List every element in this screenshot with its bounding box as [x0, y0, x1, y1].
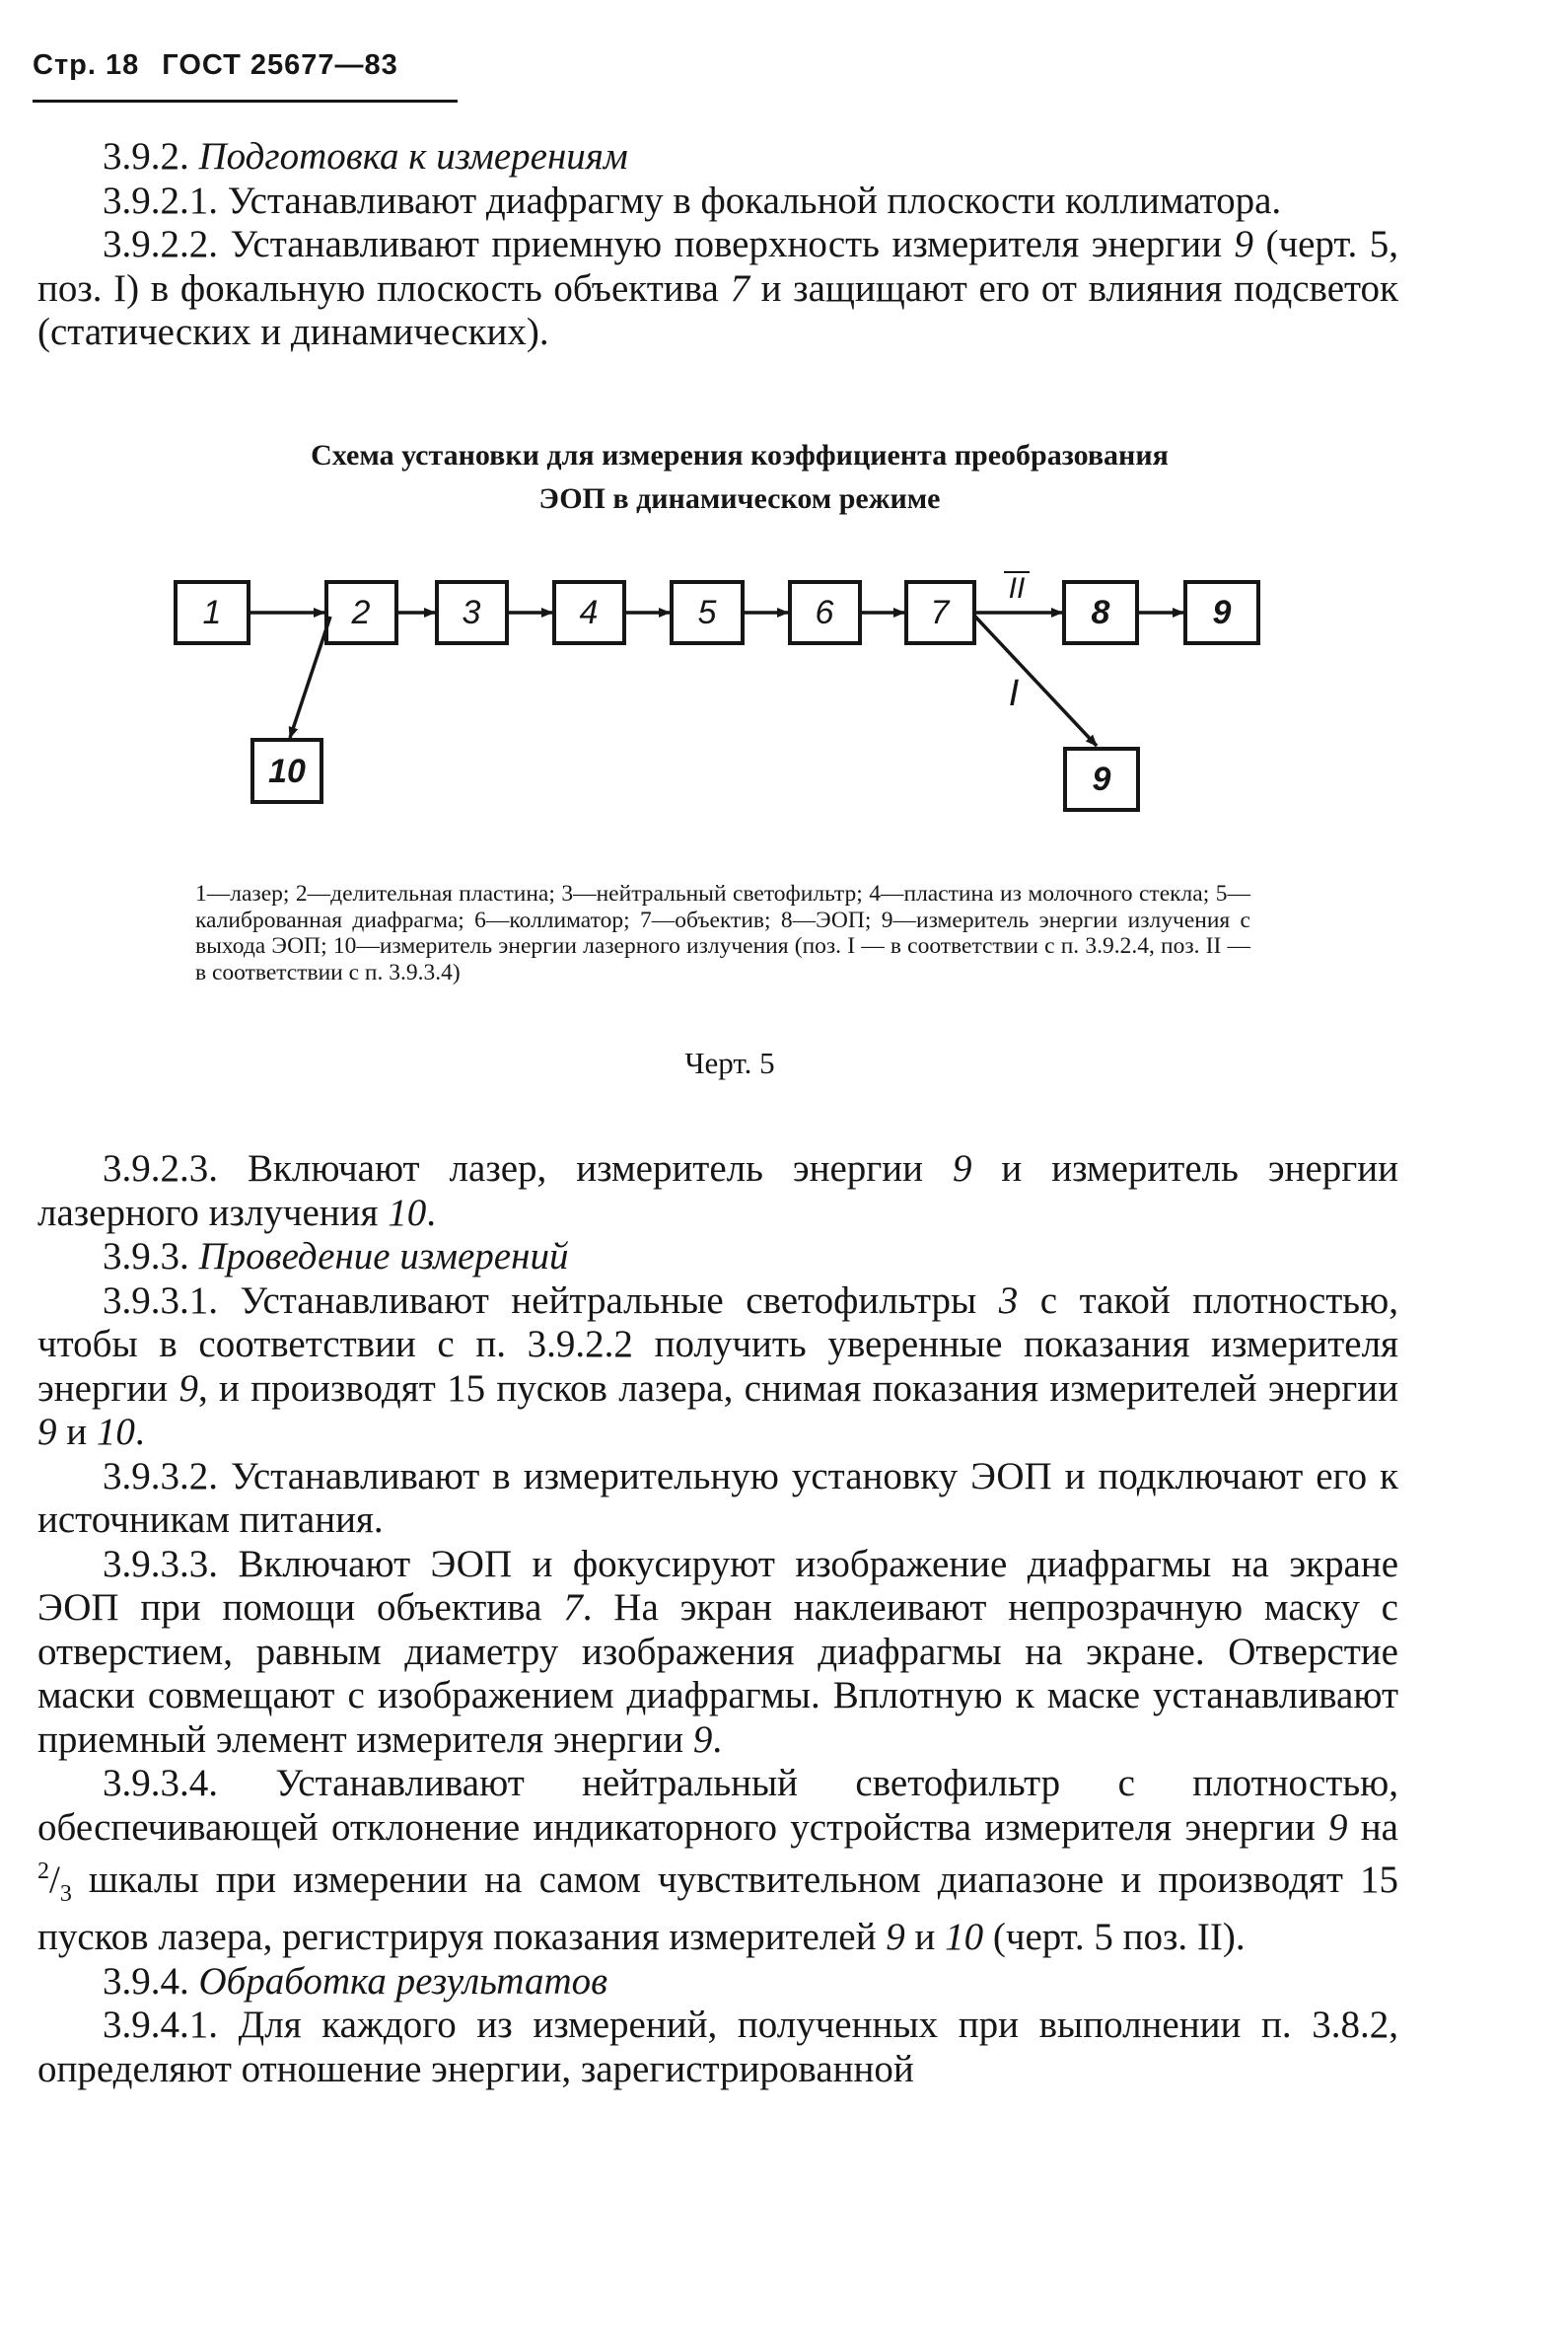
paragraph: 3.9.4.1. Для каждого из измерений, полученных при выполнении п. 3.8.2, определяют отношение энергии, зарегистрированной	[37, 2004, 1398, 2090]
block-label: 9	[1212, 594, 1232, 631]
section-heading: 3.9.4. Обработка результатов	[103, 1959, 608, 2003]
figure-label: Черт. 5	[684, 1046, 775, 1080]
paragraph: 3.9.3.2. Устанавливают в измерительную установку ЭОП и подключают его к источникам питания.	[37, 1454, 1398, 1541]
figure-caption: 1—лазер; 2—делительная пластина; 3—нейтральный светофильтр; 4—пластина из молочного стекла; 5—калиброванная диафрагма; 6—коллиматор; 7—объектив; 8—ЭОП; 9—измеритель энергии излучения с выхода ЭОП; 10—измеритель энергии лазерного излучения (поз. I — в соответствии с п. 3.9.2.4, поз. II — в соответствии с п. 3.9.3.4)	[195, 881, 1250, 985]
page-header	[33, 49, 398, 82]
block-label: 1	[202, 594, 222, 631]
section-meas	[37, 1147, 1398, 2091]
block-label: 7	[930, 594, 950, 631]
block-label: 4	[579, 594, 599, 631]
paragraph: 3.9.2.2. Устанавливают приемную поверхность измерителя энергии 9 (черт. 5, поз. I) в фокальную плоскость объектива 7 и защищают его от влияния подсветок (статических и динамических).	[37, 223, 1398, 353]
section-prep	[37, 135, 1398, 355]
setup-diagram	[168, 562, 1302, 829]
path-label-II: II	[1008, 572, 1026, 605]
block-label: 9	[1092, 761, 1111, 798]
block-label: 6	[815, 594, 834, 631]
page-number: Стр. 18	[33, 49, 140, 81]
block-label: 3	[462, 594, 481, 631]
section-heading: 3.9.2. Подготовка к измерениям	[103, 135, 628, 178]
header-rule	[33, 100, 458, 103]
standard-code: ГОСТ 25677—83	[162, 49, 398, 81]
paragraph: 3.9.3.3. Включают ЭОП и фокусируют изображение диафрагмы на экране ЭОП при помощи объектива 7. На экран наклеивают непрозрачную маску с отверстием, равным диаметру изображения диафрагмы на экране. Отверстие маски совмещают с изображением диафрагмы. Вплотную к маске устанавливают приемный элемент измерителя энергии 9.	[37, 1542, 1398, 1761]
block-label: 10	[268, 753, 306, 790]
paragraph: 3.9.2.1. Устанавливают диафрагму в фокальной плоскости коллиматора.	[103, 179, 1282, 222]
section-heading: 3.9.3. Проведение измерений	[103, 1235, 569, 1277]
paragraph: 3.9.3.1. Устанавливают нейтральные светофильтры 3 с такой плотностью, чтобы в соответствии с п. 3.9.2.2 получить уверенные показания измерителя энергии 9, и производят 15 пусков лазера, снимая показания измерителей энергии 9 и 10.	[37, 1278, 1398, 1453]
block-label: 8	[1091, 594, 1110, 631]
paragraph: 3.9.3.4. Устанавливают нейтральный светофильтр с плотностью, обеспечивающей отклонение индикаторного устройства измерителя энергии 9 на $^2/_3$ шкалы при измерении на самом чувствительном диапазоне и производят 15 пусков лазера, регистрируя показания измерителей 9 и 10 (черт. 5 поз. II).	[37, 1762, 1398, 1959]
paragraph: 3.9.2.3. Включают лазер, измеритель энергии 9 и измеритель энергии лазерного излучения 10.	[37, 1147, 1398, 1234]
path-label-I: I	[1008, 673, 1020, 714]
block-label: 2	[351, 594, 371, 631]
figure-title: Схема установки для измерения коэффициента преобразования ЭОП в динамическом режиме	[311, 439, 1169, 515]
block-label: 5	[697, 594, 717, 631]
